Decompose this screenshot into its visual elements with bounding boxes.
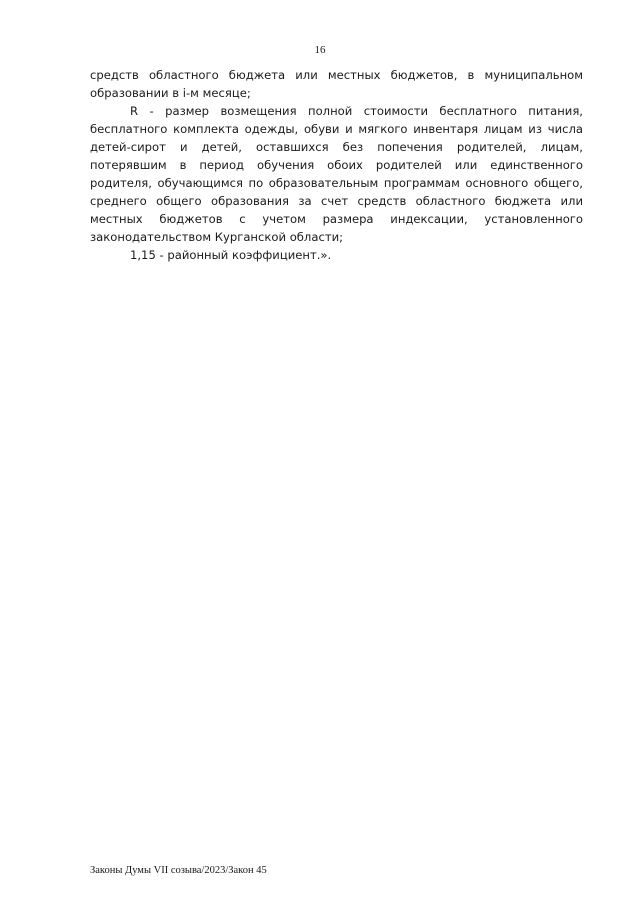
- page-number: 16: [314, 44, 326, 56]
- document-body: [90, 66, 583, 264]
- paragraph-coefficient: 1,15 - районный коэффициент.».: [130, 248, 332, 262]
- paragraph-continuation: средств областного бюджета или местных бюджетов, в муниципальном образовании в i-м месяце;: [90, 68, 583, 100]
- document-footer: Законы Думы VII созыва/2023/Закон 45: [90, 865, 267, 876]
- paragraph-r-definition: R - размер возмещения полной стоимости бесплатного питания, бесплатного комплекта одежды, обуви и мягкого инвентаря лицам из числа детей-сирот и детей, оставшихся без попечения родителей, лицам, потерявшим в период обучения обоих родителей или единственного родителя, обучающимся по образовательным программам основного общего, среднего общего образования за счет средств областного бюджета или местных бюджетов с учетом размера индексации, установленного законодательством Курганской области;: [90, 104, 583, 244]
